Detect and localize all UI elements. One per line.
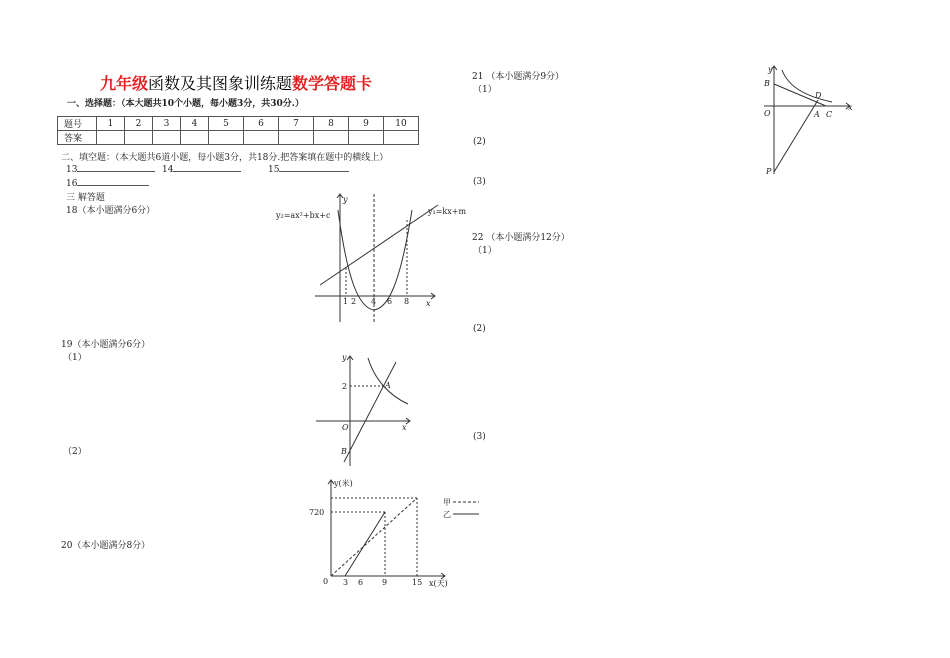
tick-label: 6 [387, 297, 393, 306]
line-yi [345, 512, 385, 576]
answer-cell[interactable] [209, 131, 244, 145]
x-axis-label: x [848, 103, 853, 112]
question-number: 6 [244, 117, 279, 131]
question-label: 14 [162, 165, 174, 175]
y-axis-label: y(米) [334, 479, 353, 488]
answer-cell[interactable] [244, 131, 279, 145]
answer-line[interactable] [279, 163, 349, 172]
question-number: 5 [209, 117, 244, 131]
question-number: 7 [279, 117, 314, 131]
question-number: 4 [181, 117, 209, 131]
question-18-label: 18（本小题满分6分） [66, 206, 156, 216]
tick-label: 1 [343, 297, 349, 306]
figure-18 [270, 190, 470, 330]
question-number: 2 [125, 117, 153, 131]
fill-blank-13 [66, 163, 155, 175]
line-y1 [320, 205, 438, 285]
y1-label: y₁=kx+m [428, 207, 467, 216]
answer-cell[interactable] [153, 131, 181, 145]
question-label: 15 [268, 165, 280, 175]
legend-jia-label: 甲 [443, 498, 451, 507]
title-grade: 九年级 [100, 74, 149, 93]
question-label: 16 [66, 179, 78, 189]
question-22-part3: (3) [473, 432, 486, 442]
y-tick-2: 2 [342, 382, 348, 391]
question-number: 8 [314, 117, 349, 131]
answer-cell[interactable] [279, 131, 314, 145]
point-p-label: P [766, 167, 772, 176]
section2-heading: 二、填空题：（本大题共6道小题，每小题3分，共18分.把答案填在题中的横线上） [61, 153, 389, 163]
fill-blank-16 [66, 177, 149, 189]
question-label: 13 [66, 165, 78, 175]
origin-label: O [342, 423, 349, 432]
row-label-numbers: 题号 [58, 117, 97, 131]
point-b-label: B [764, 79, 770, 88]
line-jia [331, 498, 417, 576]
line-ab [344, 362, 396, 462]
question-number: 9 [349, 117, 384, 131]
fill-blank-14 [162, 163, 241, 175]
question-21-label: 21 （本小题满分9分） [472, 72, 565, 82]
point-a-label: A [385, 381, 391, 390]
question-19-part1: （1） [63, 353, 87, 363]
question-22-part1: （1） [473, 246, 497, 256]
fill-blank-15 [268, 163, 349, 175]
question-number: 1 [97, 117, 125, 131]
tick-label: 4 [371, 297, 377, 306]
question-number: 3 [153, 117, 181, 131]
answer-line[interactable] [173, 163, 241, 172]
line-pd [774, 100, 818, 172]
point-o-label: O [764, 109, 771, 118]
y-axis-label: y [343, 195, 348, 204]
point-c-label: C [826, 110, 833, 119]
question-21-part2: (2) [473, 137, 486, 147]
figure-19 [310, 350, 420, 468]
answer-cell[interactable] [384, 131, 419, 145]
point-d-label: D [815, 91, 822, 100]
tick-label: 15 [412, 578, 423, 587]
y-axis-label: y [768, 65, 773, 74]
question-19-part2: （2） [63, 447, 87, 457]
table-row [58, 131, 419, 145]
parabola-y2 [338, 210, 412, 310]
table-row [58, 117, 419, 131]
x-axis-label: x [426, 299, 431, 308]
row-label-answers: 答案 [58, 131, 97, 145]
origin-label: 0 [323, 577, 329, 586]
figure-21 [760, 62, 860, 178]
answer-cell[interactable] [181, 131, 209, 145]
tick-label: 9 [382, 578, 388, 587]
tick-label: 2 [351, 297, 357, 306]
question-20-label: 20（本小题满分8分） [61, 541, 151, 551]
answer-table [57, 116, 419, 145]
question-number: 10 [384, 117, 419, 131]
title-card: 数学答题卡 [292, 74, 373, 93]
y2-label: y₂=ax²+bx+c [276, 211, 331, 220]
point-b-label: B [341, 447, 347, 456]
tick-label: 8 [404, 297, 410, 306]
tick-label: 3 [343, 578, 349, 587]
section3-heading: 三 解答题 [66, 193, 105, 203]
figure-20 [305, 474, 495, 594]
section1-heading: 一、选择题：（本大题共10个小题，每小题3分，共30分.） [67, 99, 304, 109]
question-22-label: 22 （本小题满分12分） [472, 233, 570, 243]
answer-cell[interactable] [125, 131, 153, 145]
x-axis-label: x [402, 423, 407, 432]
answer-cell[interactable] [314, 131, 349, 145]
question-22-part2: (2) [473, 324, 486, 334]
page-title [100, 71, 372, 94]
question-21-part3: (3) [473, 177, 486, 187]
y-tick-720: 720 [309, 508, 325, 517]
question-21-part1: （1） [473, 85, 497, 95]
answer-line[interactable] [77, 163, 155, 172]
y-axis-label: y [342, 353, 347, 362]
question-19-label: 19（本小题满分6分） [61, 340, 151, 350]
hyperbola [782, 70, 832, 102]
answer-cell[interactable] [349, 131, 384, 145]
title-topic: 函数及其图象训练题 [148, 74, 293, 93]
tick-label: 6 [358, 578, 364, 587]
point-a-label: A [814, 110, 820, 119]
legend-yi-label: 乙 [443, 510, 451, 519]
x-axis-label: x(天) [429, 579, 448, 588]
answer-line[interactable] [77, 177, 149, 186]
answer-cell[interactable] [97, 131, 125, 145]
